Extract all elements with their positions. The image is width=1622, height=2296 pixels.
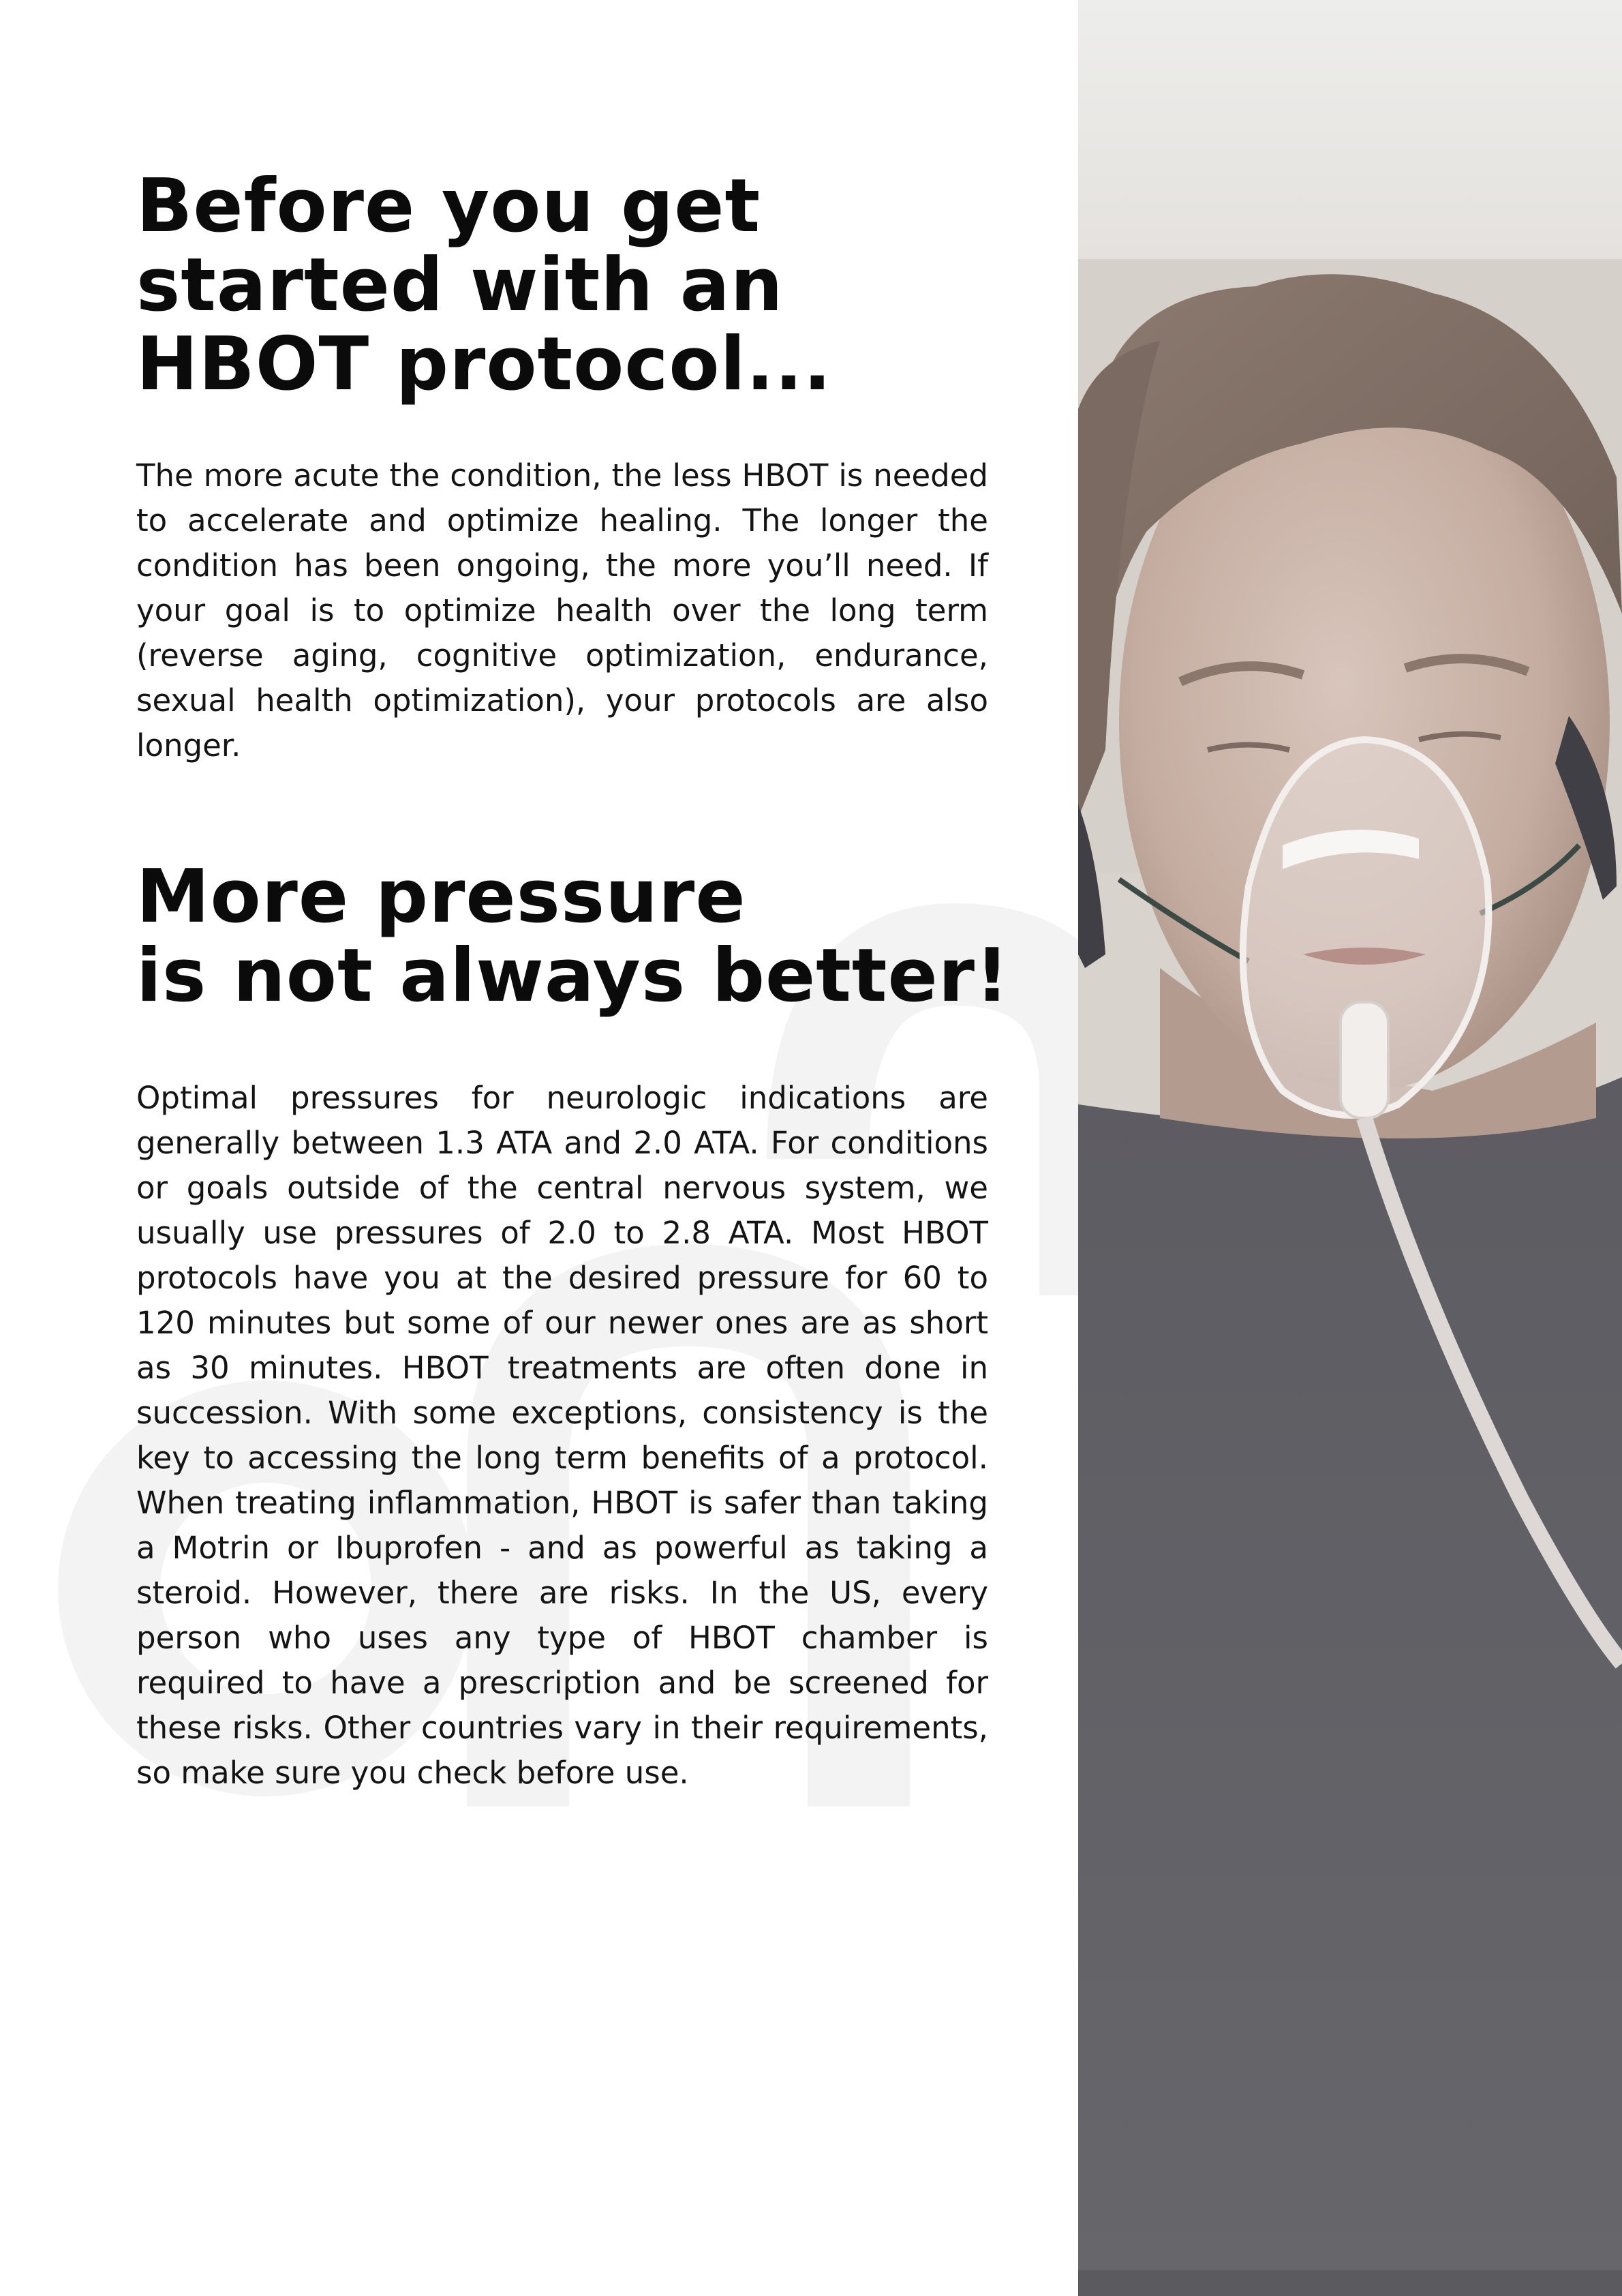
paragraph-acute-condition: The more acute the condition, the less HBOT is needed to accelerate and optimize healing. The longer the condition has been ongoing, the more you’ll need. If your goal is to optimize health over the long term (reverse aging, cognitive optimization, endurance, sexual health optimization), your protocols are also longer. [136,457,988,764]
mask-connector [1341,1002,1388,1118]
heading-before-you-get-started: Before you get started with an HBOT protocol... [136,164,832,407]
heading-more-pressure: More pressure is not always better! [136,854,1010,1018]
photo-illustration [1078,0,1622,2296]
man-wearing-oxygen-mask-photo [1078,0,1622,2296]
shirt-bottom-edge [1078,2270,1622,2296]
paragraph-optimal-pressures: Optimal pressures for neurologic indications are generally between 1.3 ATA and 2.0 ATA. For conditions or goals outside of the central nervous system, we usually use pressures of 2.0 to 2.8 ATA. Most HBOT protocols have you at the desired pressure for 60 to 120 minutes but some of our newer ones are as short as 30 minutes. HBOT treatments are often done in succession. With some exceptions, consistency is the key to accessing the long term benefits of a protocol. When treating inflammation, HBOT is safer than taking a Motrin or Ibuprofen - and as powerful as taking a steroid. However, there are risks. In the US, every person who uses any type of HBOT chamber is required to have a prescription and be screened for these risks. Other countries vary in their requirements, so make sure you check before use. [136,1080,988,1791]
black-shirt [1078,1077,1622,2296]
